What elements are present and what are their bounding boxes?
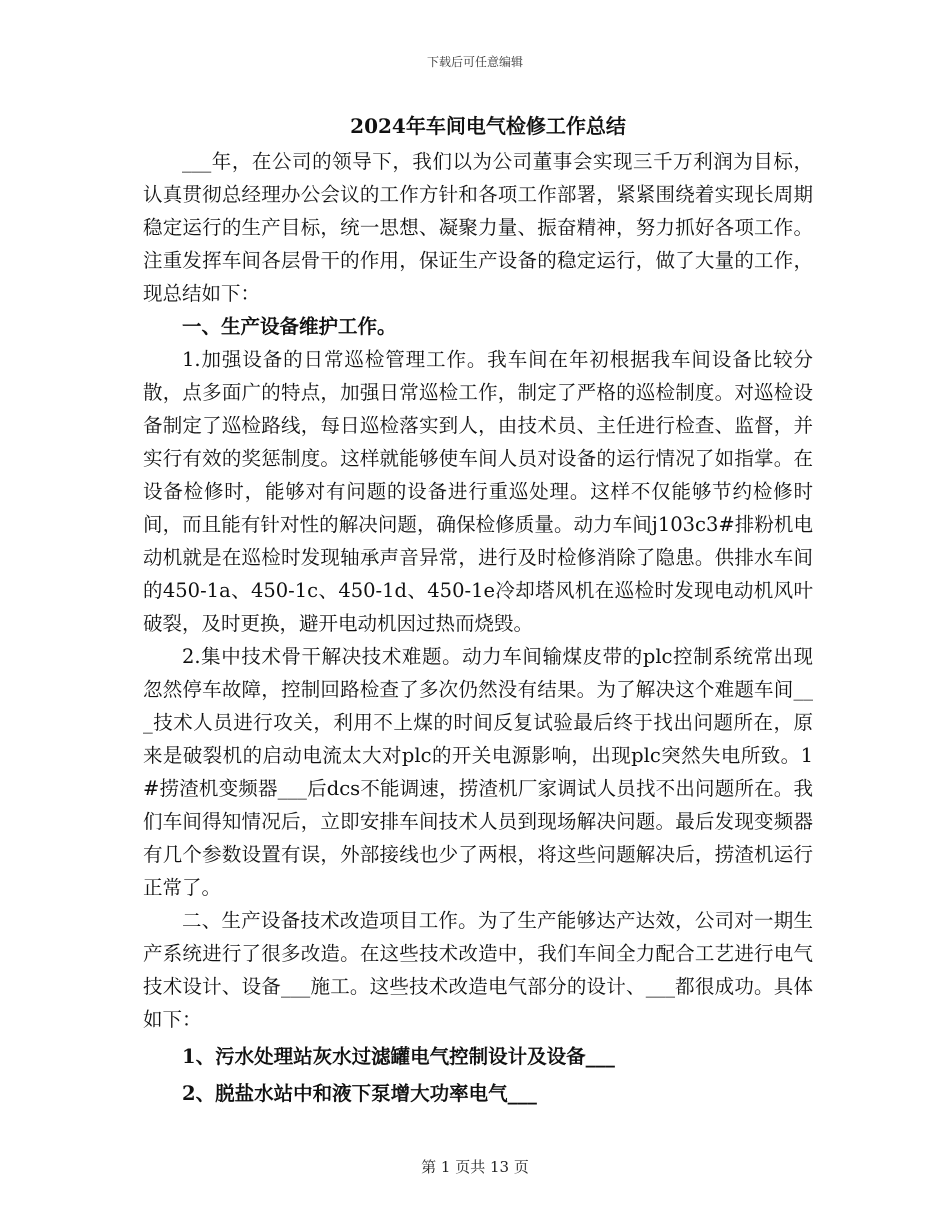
section-renovation-paragraph: 二、生产设备技术改造项目工作。为了生产能够达产达效，公司对一期生产系统进行了很多改造。在这些技术改造中，我们车间全力配合工艺进行电气技术设计、设备___施工。这些技术改造电气部分的设计、___都很成功。具体如下： bbox=[143, 909, 813, 1031]
maintenance-item-1: 1.加强设备的日常巡检管理工作。我车间在年初根据我车间设备比较分散，点多面广的特点，加强日常巡检工作，制定了严格的巡检制度。对巡检设备制定了巡检路线，每日巡检落实到人，由技术员、主任进行检查、监督，并实行有效的奖惩制度。这样就能够使车间人员对设备的运行情况了如指掌。在设备检修时，能够对有问题的设备进行重巡处理。这样不仅能够节约检修时间，而且能有针对性的解决问题，确保检修质量。动力车间j103c3#排粉机电动机就是在巡检时发现轴承声音异常，进行及时检修消除了隐患。供排水车间的450-1a、450-1c、450-1d、450-1e冷却塔风机在巡检时发现电动机风叶破裂，及时更换，避开电动机因过热而烧毁。 bbox=[143, 348, 813, 635]
renovation-item-1: 1、污水处理站灰水过滤罐电气控制设计及设备___ bbox=[182, 1045, 615, 1068]
page-footer-number: 第 1 页共 13 页 bbox=[421, 1158, 529, 1176]
maintenance-item-2: 2.集中技术骨干解决技术难题。动力车间输煤皮带的plc控制系统常出现忽然停车故障，控制回路检查了多次仍然没有结果。为了解决这个难题车间___技术人员进行攻关，利用不上煤的时间反复试验最后终于找出问题所在，原来是破裂机的启动电流太大对plc的开关电源影响，出现plc突然失电所致。1#捞渣机变频器___后dcs不能调速，捞渣机厂家调试人员找不出问题所在。我们车间得知情况后，立即安排车间技术人员到现场解决问题。最后发现变频器有几个参数设置有误，外部接线也少了两根，将这些问题解决后，捞渣机运行正常了。 bbox=[143, 645, 813, 899]
renovation-item-2: 2、脱盐水站中和液下泵增大功率电气___ bbox=[182, 1082, 537, 1105]
section-heading-maintenance: 一、生产设备维护工作。 bbox=[182, 315, 397, 338]
document-body bbox=[143, 111, 813, 1110]
page-header-note: 下载后可任意编辑 bbox=[426, 55, 523, 69]
document-title: 2024年车间电气检修工作总结 bbox=[350, 114, 626, 138]
intro-paragraph: ___年，在公司的领导下，我们以为公司董事会实现三千万利润为目标，认真贯彻总经理办公会议的工作方针和各项工作部署，紧紧围绕着实现长周期稳定运行的生产目标，统一思想、凝聚力量、振奋精神，努力抓好各项工作。注重发挥车间各层骨干的作用，保证生产设备的稳定运行，做了大量的工作，现总结如下： bbox=[143, 150, 813, 305]
